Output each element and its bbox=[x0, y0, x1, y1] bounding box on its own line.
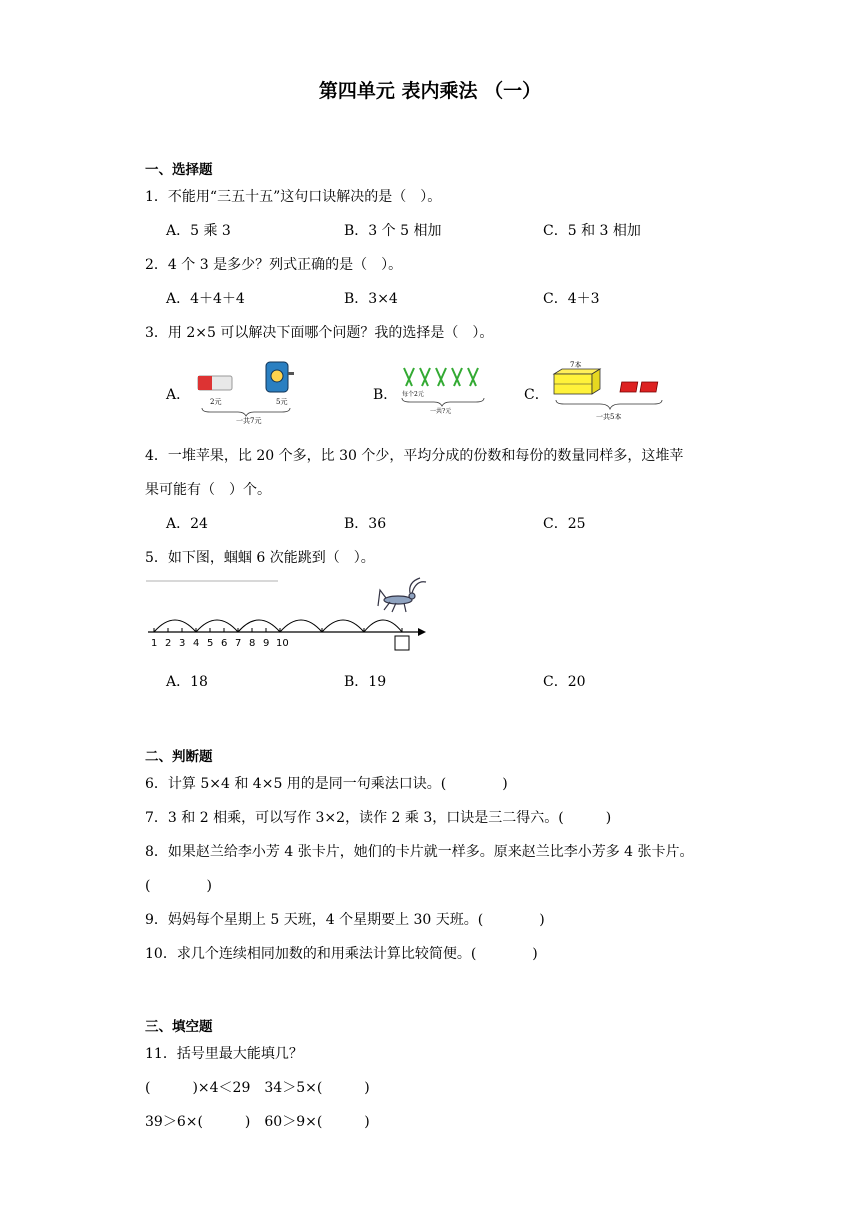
box-icon bbox=[554, 369, 600, 394]
answer-box bbox=[395, 636, 409, 650]
tick-labels bbox=[151, 638, 289, 649]
q4-option-b: B．36 bbox=[344, 516, 387, 532]
grasshopper-icon bbox=[378, 578, 426, 612]
judge-question-7: 7．3 和 2 相乘，可以写作 3×2，读作 2 乘 3，口诀是三二得六。( ) bbox=[145, 810, 612, 826]
q5-option-b: B．19 bbox=[344, 674, 387, 690]
total-label: 一共5本 bbox=[596, 413, 622, 421]
question-4-line-1: 4．一堆苹果，比 20 个多，比 30 个少，平均分成的份数和每份的数量同样多，这堆苹 bbox=[145, 448, 684, 464]
question-3: 3．用 2×5 可以解决下面哪个问题？我的选择是（ ）。 bbox=[145, 325, 494, 341]
judge-question-8-answer: ( ) bbox=[145, 878, 212, 894]
q2-option-a: A．4＋4＋4 bbox=[166, 291, 245, 307]
scissors-picture bbox=[398, 364, 490, 416]
tick-label: 7 bbox=[235, 638, 242, 649]
total-brace bbox=[402, 398, 484, 406]
question-4-line-2: 果可能有（ ）个。 bbox=[145, 482, 271, 498]
tick-label: 6 bbox=[221, 638, 228, 649]
eraser-sharpener-picture bbox=[190, 356, 300, 426]
tick-label: 1 bbox=[151, 638, 158, 649]
total-brace bbox=[556, 400, 662, 409]
judge-question-6: 6．计算 5×4 和 4×5 用的是同一句乘法口诀。( ) bbox=[145, 776, 508, 792]
pencil-sharpener-icon bbox=[266, 362, 294, 392]
total-label: 一共7元 bbox=[236, 417, 262, 425]
total-label: 一共?元 bbox=[430, 408, 452, 415]
section-heading-fill: 三、填空题 bbox=[145, 1019, 213, 1035]
fill-row-1: ( )×4＜29 34＞5×( ) bbox=[145, 1080, 370, 1096]
number-line-figure bbox=[140, 576, 440, 656]
q1-option-a: A．5 乘 3 bbox=[166, 223, 231, 239]
q4-option-a: A．24 bbox=[166, 516, 208, 532]
q3-option-c: C． bbox=[524, 387, 549, 403]
q1-option-c: C．5 和 3 相加 bbox=[543, 223, 641, 239]
question-5: 5．如下图，蝈蝈 6 次能跳到（ ）。 bbox=[145, 550, 375, 566]
price-label-1: 2元 bbox=[210, 398, 222, 406]
unit-price-label: 每个2元 bbox=[402, 391, 424, 398]
question-2: 2．4 个 3 是多少？列式正确的是（ ）。 bbox=[145, 257, 403, 273]
q2-option-b: B．3×4 bbox=[344, 291, 398, 307]
tick-label: 9 bbox=[263, 638, 270, 649]
book-icon bbox=[620, 382, 658, 392]
q5-option-c: C．20 bbox=[543, 674, 586, 690]
fill-question-11: 11．括号里最大能填几？ bbox=[145, 1046, 303, 1062]
q2-option-c: C．4＋3 bbox=[543, 291, 600, 307]
q3-option-a: A． bbox=[166, 387, 191, 403]
tick-label: 3 bbox=[179, 638, 186, 649]
eraser-icon bbox=[198, 376, 232, 390]
tick-label: 5 bbox=[207, 638, 214, 649]
box-books-picture bbox=[550, 358, 675, 426]
page-title: 第四单元 表内乘法 （一） bbox=[318, 80, 542, 102]
question-1: 1．不能用“三五十五”这句口诀解决的是（ ）。 bbox=[145, 189, 442, 205]
fill-row-2: 39＞6×( ) 60＞9×( ) bbox=[145, 1114, 370, 1130]
q4-option-c: C．25 bbox=[543, 516, 586, 532]
arrow-right-icon bbox=[418, 628, 426, 636]
judge-question-8: 8．如果赵兰给李小芳 4 张卡片，她们的卡片就一样多。原来赵兰比李小芳多 4 张卡片。 bbox=[145, 844, 694, 860]
q1-option-b: B．3 个 5 相加 bbox=[344, 223, 442, 239]
q3-option-b: B． bbox=[373, 387, 398, 403]
section-heading-judgement: 二、判断题 bbox=[145, 749, 213, 765]
judge-question-9: 9．妈妈每个星期上 5 天班，4 个星期要上 30 天班。( ) bbox=[145, 912, 545, 928]
price-label-2: 5元 bbox=[276, 398, 288, 406]
scissors-icon bbox=[404, 368, 478, 386]
section-heading-choice: 一、选择题 bbox=[145, 162, 213, 178]
tick-label: 4 bbox=[193, 638, 200, 649]
judge-question-10: 10．求几个连续相同加数的和用乘法计算比较简便。( ) bbox=[145, 946, 538, 962]
tick-label: 8 bbox=[249, 638, 256, 649]
box-count-label: 7本 bbox=[570, 361, 582, 369]
tick-label: 2 bbox=[165, 638, 172, 649]
total-brace bbox=[202, 408, 290, 416]
tick-label: 10 bbox=[276, 638, 289, 649]
q5-option-a: A．18 bbox=[166, 674, 208, 690]
jump-arcs bbox=[154, 620, 402, 632]
